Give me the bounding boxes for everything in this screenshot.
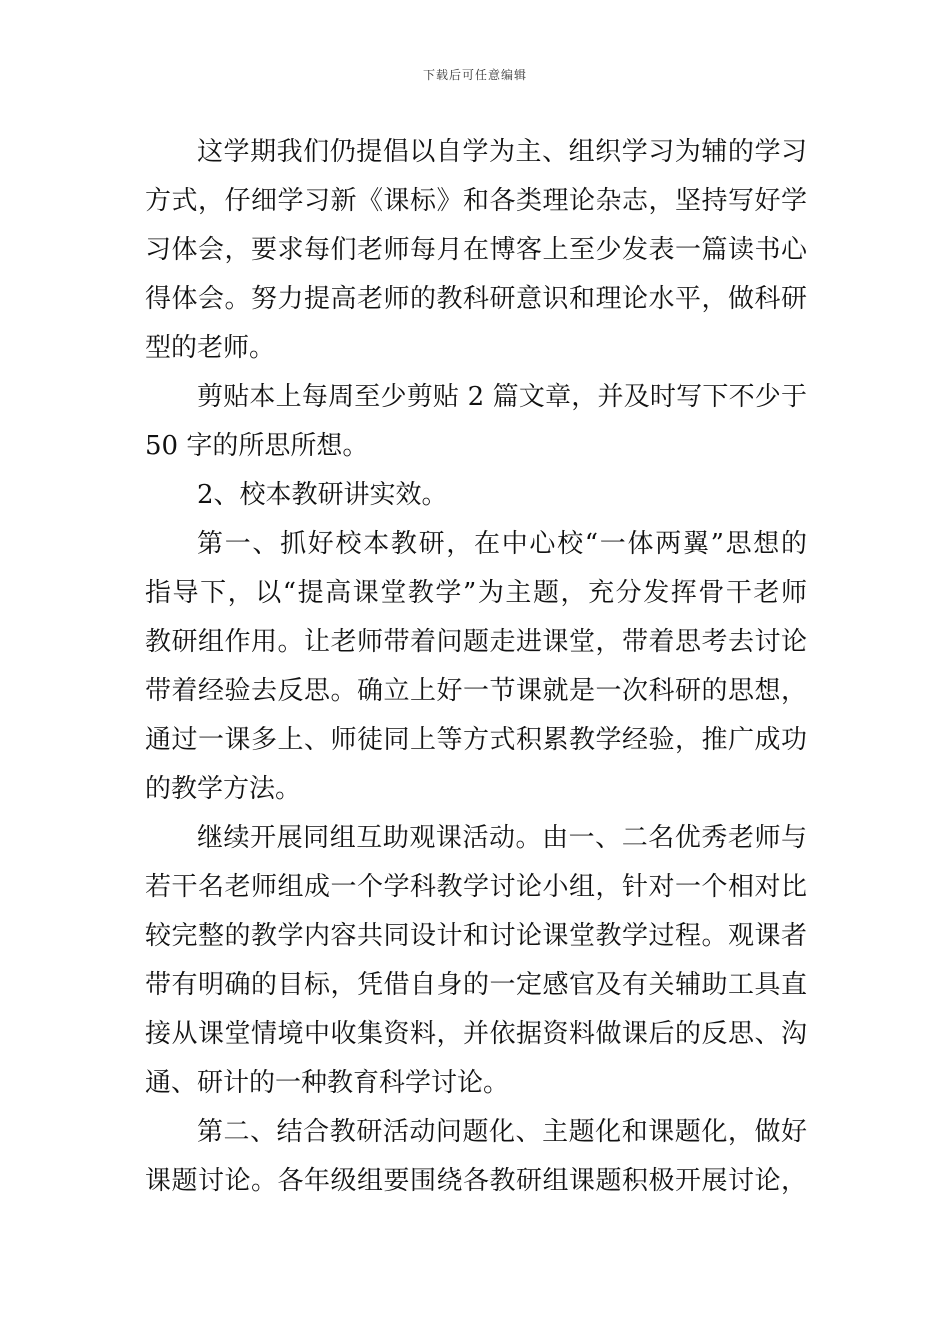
- text-line: 第一、抓好校本教研，在中心校“一体两翼”思想的: [197, 529, 807, 559]
- document-body: [145, 128, 807, 1206]
- text-line: 方式，仔细学习新《课标》和各类理论杂志，坚持写好学: [145, 186, 807, 216]
- text-line: 较完整的教学内容共同设计和讨论课堂教学过程。观课者: [145, 921, 807, 951]
- text-line: 带有明确的目标，凭借自身的一定感官及有关辅助工具直: [145, 970, 807, 1000]
- text-line: 得体会。努力提高老师的教科研意识和理论水平，做科研: [145, 284, 807, 314]
- text-line: 50 字的所思所想。: [145, 431, 369, 461]
- text-line: 第二、结合教研活动问题化、主题化和课题化，做好: [197, 1117, 807, 1147]
- text-line: 接从课堂情境中收集资料，并依据资料做课后的反思、沟: [145, 1019, 807, 1049]
- text-line: 若干名老师组成一个学科教学讨论小组，针对一个相对比: [145, 872, 807, 902]
- text-line: 继续开展同组互助观课活动。由一、二名优秀老师与: [197, 823, 807, 853]
- text-line: 课题讨论。各年级组要围绕各教研组课题积极开展讨论，: [145, 1166, 807, 1196]
- text-line: 教研组作用。让老师带着问题走进课堂，带着思考去讨论: [145, 627, 807, 657]
- text-line: 这学期我们仍提倡以自学为主、组织学习为辅的学习: [197, 137, 807, 167]
- section-heading: 2、校本教研讲实效。: [197, 480, 448, 510]
- text-line: 通过一课多上、师徒同上等方式积累教学经验，推广成功: [145, 725, 807, 755]
- text-line: 带着经验去反思。确立上好一节课就是一次科研的思想，: [145, 676, 807, 706]
- text-line: 通、研计的一种教育科学讨论。: [145, 1068, 510, 1098]
- page-header: 下载后可任意编辑: [422, 68, 527, 82]
- text-line: 剪贴本上每周至少剪贴 2 篇文章，并及时写下不少于: [197, 382, 807, 412]
- text-line: 的教学方法。: [145, 774, 302, 804]
- text-line: 型的老师。: [145, 333, 276, 363]
- text-line: 习体会，要求每们老师每月在博客上至少发表一篇读书心: [145, 235, 807, 265]
- text-line: 指导下，以“提高课堂教学”为主题，充分发挥骨干老师: [145, 578, 807, 608]
